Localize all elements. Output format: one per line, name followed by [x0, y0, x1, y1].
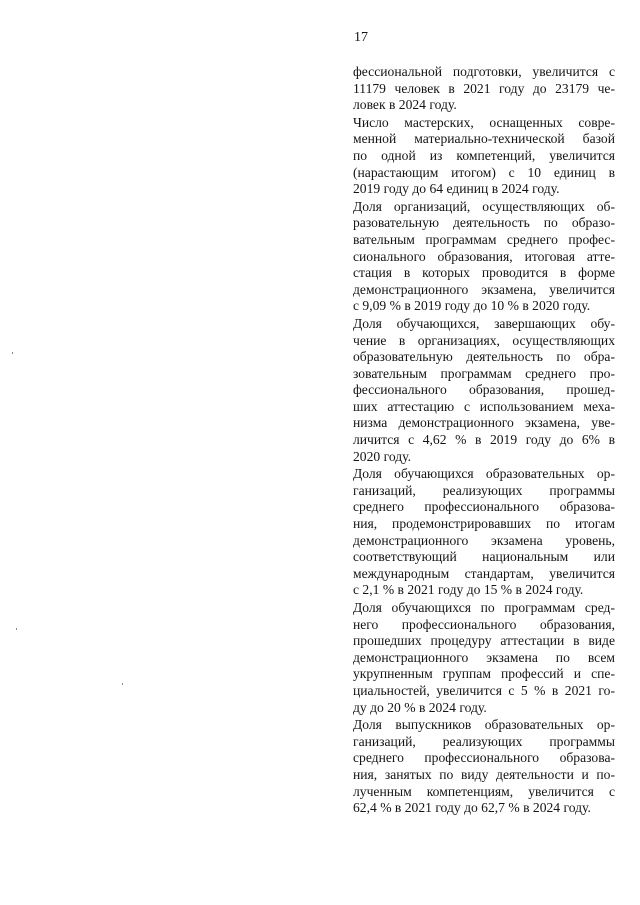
text-line: ловек в 2024 году.	[353, 97, 457, 113]
text-line: ганизаций, реализующих программы	[353, 482, 615, 498]
page-number: 17	[354, 30, 368, 45]
text-line: 2020 году.	[353, 448, 411, 464]
text-line: Доля обучающихся по программам сред-	[353, 600, 615, 615]
text-line: зовательным программам среднего про-	[353, 365, 615, 381]
paragraph	[353, 115, 615, 198]
text-line: по одной из компетенций, увеличится	[353, 147, 615, 163]
text-line: ния, продемонстрировавших по итогам	[353, 516, 615, 532]
text-line: лученным компетенциям, увеличится с	[353, 783, 615, 799]
paragraph	[353, 64, 615, 114]
text-line: менной материально-технической базой	[353, 131, 615, 147]
text-line: среднего профессионального образова-	[353, 499, 615, 515]
text-line: 2019 году до 64 единиц в 2024 году.	[353, 181, 560, 197]
text-line: ших аттестацию с использованием меха-	[353, 398, 615, 414]
text-line: с 2,1 % в 2021 году до 15 % в 2024 году.	[353, 582, 584, 598]
text-line: укрупненным группам профессий и спе-	[353, 666, 615, 682]
text-line: ду до 20 % в 2024 году.	[353, 699, 487, 715]
paragraph	[353, 199, 615, 315]
text-line: демонстрационного экзамена, увеличится	[353, 281, 615, 297]
scan-speck	[12, 352, 13, 354]
text-line: соответствующий национальным или	[353, 549, 615, 565]
text-line: демонстрационного экзамена уровень,	[353, 532, 615, 548]
text-line: ния, занятых по виду деятельности и по-	[353, 766, 615, 782]
text-line: образовательную деятельность по обра-	[353, 349, 615, 365]
paragraph	[353, 466, 615, 599]
paragraph	[353, 600, 615, 716]
scan-speck	[16, 628, 17, 630]
text-line: стация в которых проводится в форме	[353, 265, 615, 281]
text-line: Число мастерских, оснащенных совре-	[353, 114, 615, 130]
paragraph	[353, 717, 615, 817]
text-line: Доля обучающихся образовательных ор-	[353, 466, 615, 482]
text-line: фессиональной подготовки, увеличится с	[353, 64, 615, 79]
paragraph	[353, 316, 615, 465]
text-line: с 9,09 % в 2019 году до 10 % в 2020 году.	[353, 298, 591, 314]
text-line: циальностей, увеличится с 5 % в 2021 го-	[353, 682, 615, 698]
text-line: низма демонстрационного экзамена, уве-	[353, 415, 615, 431]
scan-speck	[122, 683, 123, 685]
text-line: фессионального образования, прошед-	[353, 382, 615, 398]
text-line: него профессионального образования,	[353, 616, 615, 632]
text-line: вательным программам среднего профес-	[353, 231, 615, 247]
text-line: 11179 человек в 2021 году до 23179 че-	[353, 80, 615, 96]
text-line: разовательную деятельность по образо-	[353, 215, 615, 231]
text-line: 62,4 % в 2021 году до 62,7 % в 2024 году.	[353, 800, 591, 816]
text-line: Доля организаций, осуществляющих об-	[353, 198, 615, 214]
text-line: личится с 4,62 % в 2019 году до 6% в	[353, 432, 615, 448]
text-line: Доля выпускников образовательных ор-	[353, 717, 615, 733]
text-line: прошедших процедуру аттестации в виде	[353, 633, 615, 649]
text-line: ганизаций, реализующих программы	[353, 733, 615, 749]
text-line: демонстрационного экзамена по всем	[353, 649, 615, 665]
text-line: сионального образования, итоговая атте-	[353, 248, 615, 264]
text-column	[353, 64, 615, 818]
text-line: чение в организациях, осуществляющих	[353, 332, 615, 348]
text-line: Доля обучающихся, завершающих обу-	[353, 315, 615, 331]
text-line: международным стандартам, увеличится	[353, 565, 615, 581]
text-line: среднего профессионального образова-	[353, 750, 615, 766]
text-line: (нарастающим итогом) с 10 единиц в	[353, 164, 615, 180]
